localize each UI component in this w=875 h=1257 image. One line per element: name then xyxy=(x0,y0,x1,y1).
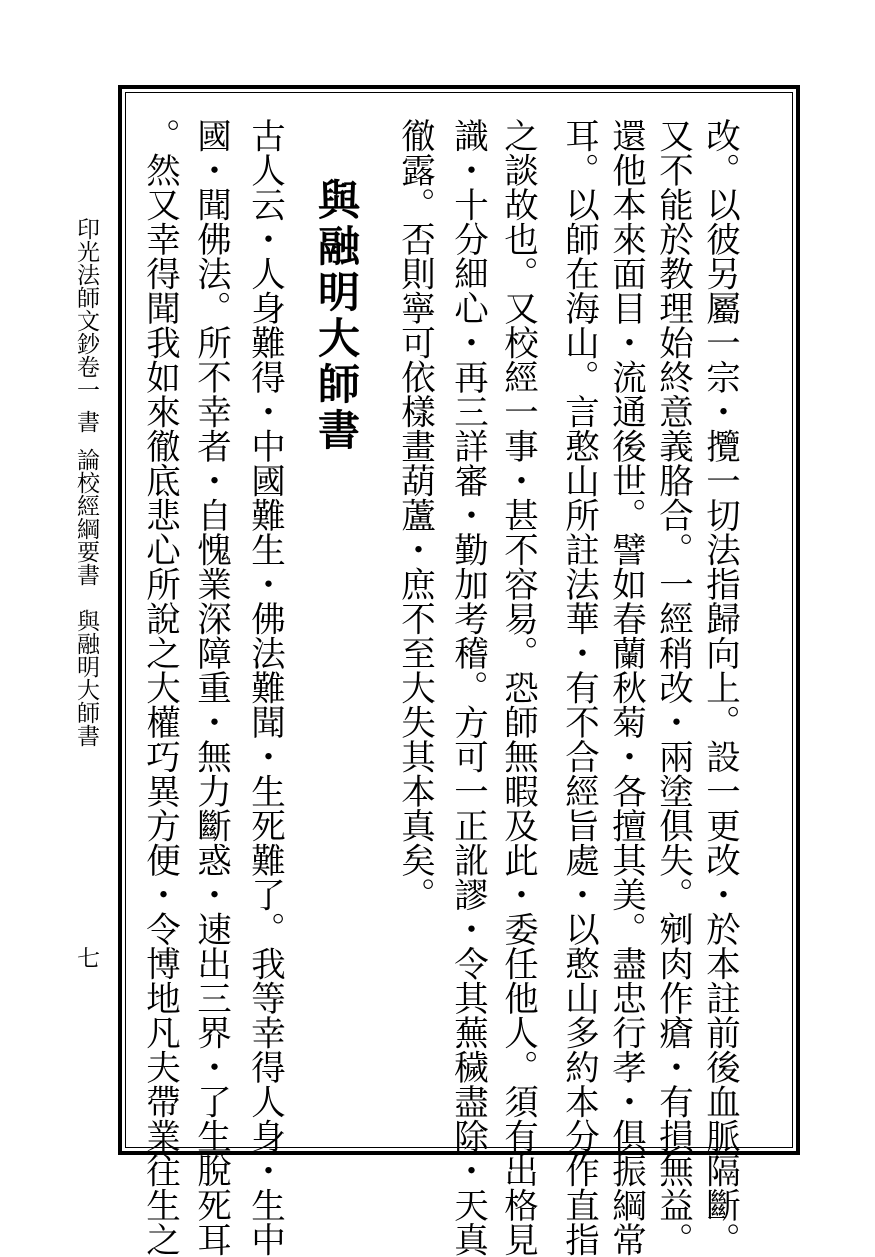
text-column-1: 改。以彼另屬一宗・攬一切法指歸向上。設一更改・於本註前後血脈隔斷。 xyxy=(699,118,740,1257)
page-number: 七 xyxy=(73,946,99,969)
text-column-7: 徹露。否則寧可依樣畫葫蘆・庶不至大失其本真矣。 xyxy=(394,118,435,912)
text-column-5: 之談故也。又校經一事・甚不容易。恐師無暇及此・委任他人。須有出格見 xyxy=(497,118,538,1257)
text-column-4: 耳。以師在海山。言憨山所註法華・有不合經旨處・以憨山多約本分作直指 xyxy=(558,118,599,1257)
margin-letter-titles: 論校經綱要書 與融明大師書 xyxy=(73,448,99,747)
margin-book-title: 印光法師文鈔卷一 xyxy=(73,217,99,401)
text-column-2: 又不能於教理始終意義胳合。一經稍改・兩塗俱失。剜肉作瘡・有損無益。 xyxy=(652,118,693,1257)
letter-column-3: 。然又幸得聞我如來徹底悲心所說之大權巧異方便・令博地凡夫帶業往生之 xyxy=(139,118,180,1257)
letter-column-1: 古人云・人身難得・中國難生・佛法難聞・生死難了。我等幸得人身・生中 xyxy=(244,118,285,1257)
text-column-3: 還他本來面目・流通後世。譬如春蘭秋菊・各擅其美。盡忠行孝・俱振綱常 xyxy=(605,118,646,1257)
margin-section: 書 xyxy=(73,410,99,433)
letter-heading: 與融明大師書 xyxy=(312,178,361,454)
letter-column-2: 國・聞佛法。所不幸者・自愧業深障重・無力斷惑・速出三界・了生脫死耳 xyxy=(190,118,231,1257)
text-column-6: 識・十分細心・再三詳審・勤加考稽。方可一正訛謬・令其蕪穢盡除・天真 xyxy=(447,118,488,1257)
